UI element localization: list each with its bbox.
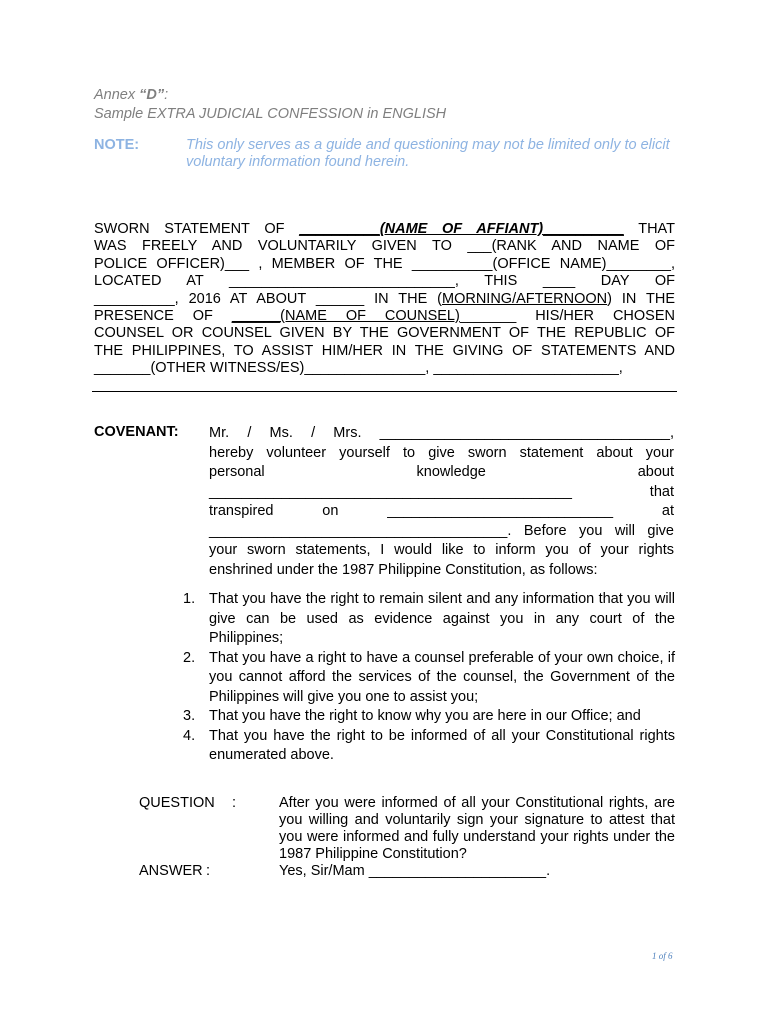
section-divider xyxy=(92,391,677,392)
covenant-line: _____________________________________________ that xyxy=(209,483,674,500)
answer-colon: : xyxy=(206,863,211,879)
list-text: That you have the right to be informed of all your Constitutional rights enumerated above. xyxy=(209,727,675,763)
question-label: QUESTION xyxy=(139,795,215,811)
answer-label: ANSWER xyxy=(139,863,203,879)
sworn-text: _______ HIS/HER CHOSEN xyxy=(459,307,675,324)
annex-heading xyxy=(94,86,446,124)
annex-prefix: Annex xyxy=(94,87,140,103)
morning-afternoon-option: MORNING/AFTERNOON xyxy=(441,290,608,307)
covenant-line: hereby volunteer yourself to give sworn statement about your xyxy=(209,444,674,461)
covenant-line: transpired on ____________________________ at xyxy=(209,503,674,519)
list-number: 4. xyxy=(183,727,196,744)
sworn-text: LOCATED AT xyxy=(94,273,204,290)
blank-line: ________, xyxy=(606,255,675,272)
annex-suffix: : xyxy=(164,87,169,103)
note-label: NOTE: xyxy=(94,137,140,153)
list-text: That you have a right to have a counsel preferable of your own choice, if you cannot afford the services of the counsel, the Government of the Philippines will give you one to assist you; xyxy=(209,649,675,705)
affiant-name-field: (NAME OF AFFIANT) xyxy=(379,221,544,237)
answer-text: Yes, Sir/Mam ______________________. xyxy=(279,863,551,879)
covenant-line: enshrined under the 1987 Philippine Constitution, as follows: xyxy=(209,561,598,578)
sworn-text: PRESENCE OF xyxy=(94,307,213,324)
list-number: 3. xyxy=(183,708,196,724)
sworn-text: COUNSEL OR COUNSEL GIVEN BY THE GOVERNMENT OF THE REPUBLIC OF xyxy=(94,325,675,342)
officer-field: ___(RANK AND NAME OF xyxy=(467,238,675,255)
note-text: This only serves as a guide and questioning may not be limited only to elicit voluntary information found herein. xyxy=(186,137,670,170)
covenant-label: COVENANT: xyxy=(94,424,179,440)
list-item xyxy=(183,590,675,649)
sworn-text: WAS FREELY AND VOLUNTARILY GIVEN TO xyxy=(94,238,452,255)
blank-line: __________ xyxy=(543,221,624,237)
list-number: 1. xyxy=(183,591,196,607)
covenant-text xyxy=(209,424,674,580)
covenant-line: _____________________________________. Before you will give xyxy=(209,522,674,539)
annex-subtitle: Sample EXTRA JUDICIAL CONFESSION in ENGLISH xyxy=(94,106,447,122)
annex-letter: “D” xyxy=(139,87,165,103)
sworn-text: THAT xyxy=(638,221,675,237)
covenant-line: your sworn statements, I would like to inform you of your rights xyxy=(209,542,674,558)
sworn-text: ) IN THE xyxy=(607,290,675,307)
witness-field: _______(OTHER WITNESS/ES)_______________, _______________________, xyxy=(94,360,623,377)
sworn-text: SWORN STATEMENT OF xyxy=(94,221,285,237)
page-number: 1 of 6 xyxy=(652,951,673,961)
list-item xyxy=(183,727,675,766)
office-name-field: __________(OFFICE NAME) xyxy=(411,255,607,272)
sworn-text: THE PHILIPPINES, TO ASSIST HIM/HER IN THE GIVING OF STATEMENTS AND xyxy=(94,342,675,359)
covenant-line: personal knowledge about xyxy=(209,464,674,480)
officer-field: POLICE OFFICER) xyxy=(94,255,225,272)
blank-line: __________ xyxy=(299,221,380,237)
list-item xyxy=(183,649,675,708)
list-text: That you have the right to know why you are here in our Office; and xyxy=(209,708,641,724)
sworn-statement-paragraph xyxy=(94,221,675,378)
list-text: That you have the right to remain silent and any information that you will give can be used as evidence against you in any court of the Philippines; xyxy=(209,591,675,646)
sworn-text: ___ , MEMBER OF THE xyxy=(224,255,403,272)
date-time-field: __________, 2016 AT ABOUT ______ IN THE ( xyxy=(94,290,442,307)
question-colon: : xyxy=(232,795,237,811)
question-text: After you were informed of all your Constitutional rights, are you willing and voluntarily sign your signature to attest that you were informed and fully understand your rights under the 1987 Philippine Constitution? xyxy=(279,795,675,862)
rights-list xyxy=(183,590,675,766)
list-number: 2. xyxy=(183,649,196,666)
covenant-line: Mr. / Ms. / Mrs. ____________________________________, xyxy=(209,425,674,441)
list-item xyxy=(183,707,675,727)
location-field: ____________________________, THIS ____ DAY OF xyxy=(229,273,675,290)
counsel-name-field: ______(NAME OF COUNSEL) xyxy=(231,307,460,324)
